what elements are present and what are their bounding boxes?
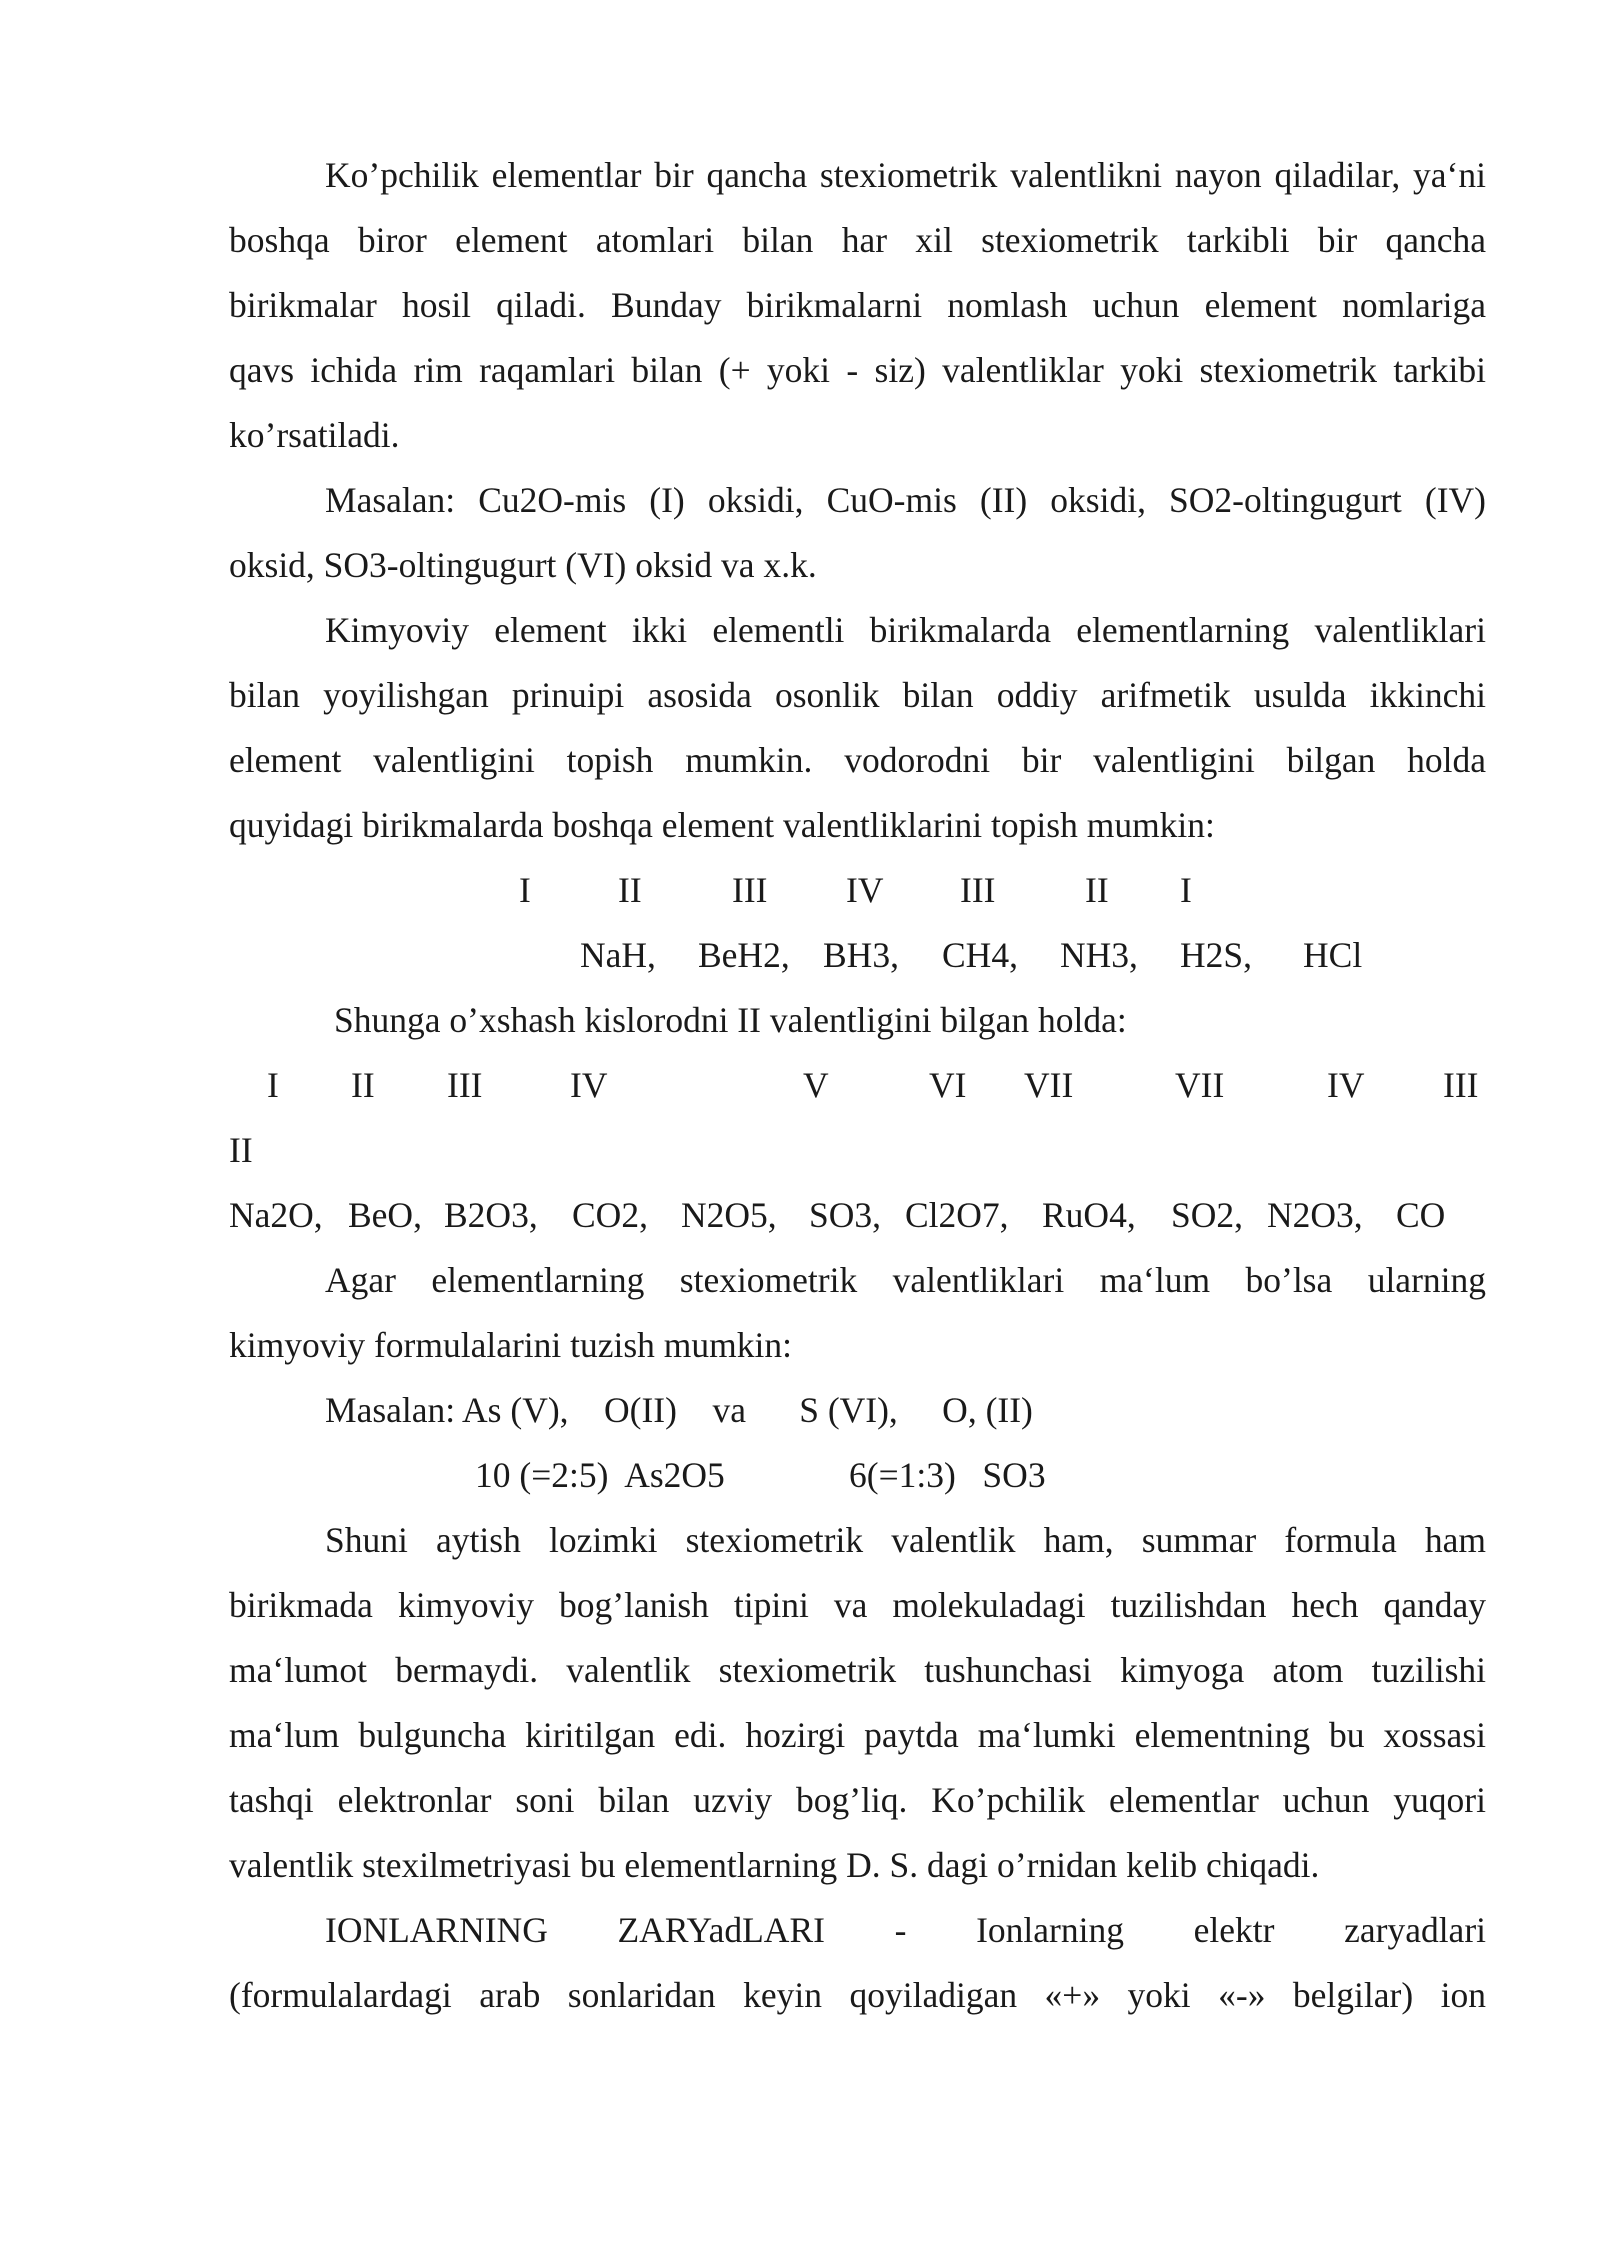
hydride-formula: HCl xyxy=(1303,935,1363,975)
oxide-valence: III xyxy=(447,1065,483,1105)
example-line-1: Masalan: As (V), O(II) va S (VI), O, (II) xyxy=(325,1390,1033,1430)
hydride-valence: II xyxy=(618,870,642,910)
oxide-formula: BeO, xyxy=(348,1195,422,1235)
oxide-formula: Na2O, xyxy=(229,1195,323,1235)
paragraph-5-line-5: tashqi elektronlar soni bilan uzviy bog’liq. Ko’pchilik elementlar uchun yuqori xyxy=(229,1780,1486,1820)
hydride-formula: NH3, xyxy=(1060,935,1138,975)
paragraph-5-line-6: valentlik stexilmetriyasi bu elementlarning D. S. dagi o’rnidan kelib chiqadi. xyxy=(229,1845,1320,1885)
hydride-valence: III xyxy=(732,870,768,910)
paragraph-5-line-1: Shuni aytish lozimki stexiometrik valentlik ham, summar formula ham xyxy=(325,1520,1486,1560)
hydride-valence: IV xyxy=(846,870,884,910)
hydride-formula: H2S, xyxy=(1180,935,1253,975)
paragraph-6-line-1: IONLARNING ZARYadLARI - Ionlarning elektr zaryadlari xyxy=(325,1910,1486,1950)
oxide-valence: VII xyxy=(1024,1065,1074,1105)
paragraph-1-line-5: ko’rsatiladi. xyxy=(229,415,400,455)
paragraph-4-line-2: kimyoviy formulalarini tuzish mumkin: xyxy=(229,1325,793,1365)
hydride-formula: BH3, xyxy=(823,935,899,975)
paragraph-2-line-2: oksid, SO3-oltingugurt (VI) oksid va x.k. xyxy=(229,545,817,585)
hydride-formula: NaH, xyxy=(580,935,656,975)
paragraph-6-line-2: (formulalardagi arab sonlaridan keyin qoyiladigan «+» yoki «-» belgilar) ion xyxy=(229,1975,1486,2015)
hydride-valence: III xyxy=(960,870,996,910)
oxide-valence: III xyxy=(1443,1065,1479,1105)
paragraph-1-line-1: Ko’pchilik elementlar bir qancha stexiometrik valentlikni nayon qiladilar, ya‘ni xyxy=(325,155,1486,195)
oxide-valence: IV xyxy=(1327,1065,1365,1105)
oxide-formula: RuO4, xyxy=(1042,1195,1136,1235)
oxide-valence: VI xyxy=(929,1065,967,1105)
paragraph-1-line-3: birikmalar hosil qiladi. Bunday birikmalarni nomlash uchun element nomlariga xyxy=(229,285,1486,325)
paragraph-4-line-1: Agar elementlarning stexiometrik valentliklari ma‘lum bo’lsa ularning xyxy=(325,1260,1486,1300)
paragraph-5-line-4: ma‘lum bulguncha kiritilgan edi. hozirgi paytda ma‘lumki elementning bu xossasi xyxy=(229,1715,1486,1755)
oxide-formula: CO xyxy=(1396,1195,1446,1235)
oxide-valence: II xyxy=(351,1065,375,1105)
oxygen-intro: Shunga o’xshash kislorodni II valentligini bilgan holda: xyxy=(334,1000,1127,1040)
oxide-valence: VII xyxy=(1175,1065,1225,1105)
paragraph-3-line-2: bilan yoyilishgan prinuipi asosida osonlik bilan oddiy arifmetik usulda ikkinchi xyxy=(229,675,1486,715)
paragraph-3-line-1: Kimyoviy element ikki elementli birikmalarda elementlarning valentliklari xyxy=(325,610,1486,650)
paragraph-3-line-4: quyidagi birikmalarda boshqa element valentliklarini topish mumkin: xyxy=(229,805,1215,845)
hydride-formula: BeH2, xyxy=(698,935,790,975)
paragraph-3-line-3: element valentligini topish mumkin. vodorodni bir valentligini bilgan holda xyxy=(229,740,1486,780)
hydride-valence: I xyxy=(519,870,531,910)
oxide-formula: Cl2O7, xyxy=(905,1195,1009,1235)
example-line-2: 10 (=2:5) As2O5 6(=1:3) SO3 xyxy=(475,1455,1046,1495)
paragraph-1-line-2: boshqa biror element atomlari bilan har xil stexiometrik tarkibli bir qancha xyxy=(229,220,1486,260)
oxide-valence: I xyxy=(267,1065,279,1105)
oxide-formula: CO2, xyxy=(572,1195,648,1235)
oxide-valence: V xyxy=(803,1065,829,1105)
oxide-valence: IV xyxy=(570,1065,608,1105)
oxide-formula: N2O5, xyxy=(681,1195,777,1235)
paragraph-2-line-1: Masalan: Cu2O-mis (I) oksidi, CuO-mis (II) oksidi, SO2-oltingugurt (IV) xyxy=(325,480,1486,520)
paragraph-1-line-4: qavs ichida rim raqamlari bilan (+ yoki - siz) valentliklar yoki stexiometrik tarkibi xyxy=(229,350,1486,390)
hydride-valence: I xyxy=(1180,870,1192,910)
hydride-formula: CH4, xyxy=(942,935,1018,975)
oxide-formula: SO3, xyxy=(809,1195,882,1235)
oxide-valence-wrap: II xyxy=(229,1130,253,1170)
paragraph-5-line-3: ma‘lumot bermaydi. valentlik stexiometrik tushunchasi kimyoga atom tuzilishi xyxy=(229,1650,1486,1690)
oxide-formula: N2O3, xyxy=(1267,1195,1363,1235)
oxide-formula: B2O3, xyxy=(444,1195,538,1235)
oxide-formula: SO2, xyxy=(1171,1195,1244,1235)
paragraph-5-line-2: birikmada kimyoviy bog’lanish tipini va molekuladagi tuzilishdan hech qanday xyxy=(229,1585,1486,1625)
hydride-valence: II xyxy=(1085,870,1109,910)
